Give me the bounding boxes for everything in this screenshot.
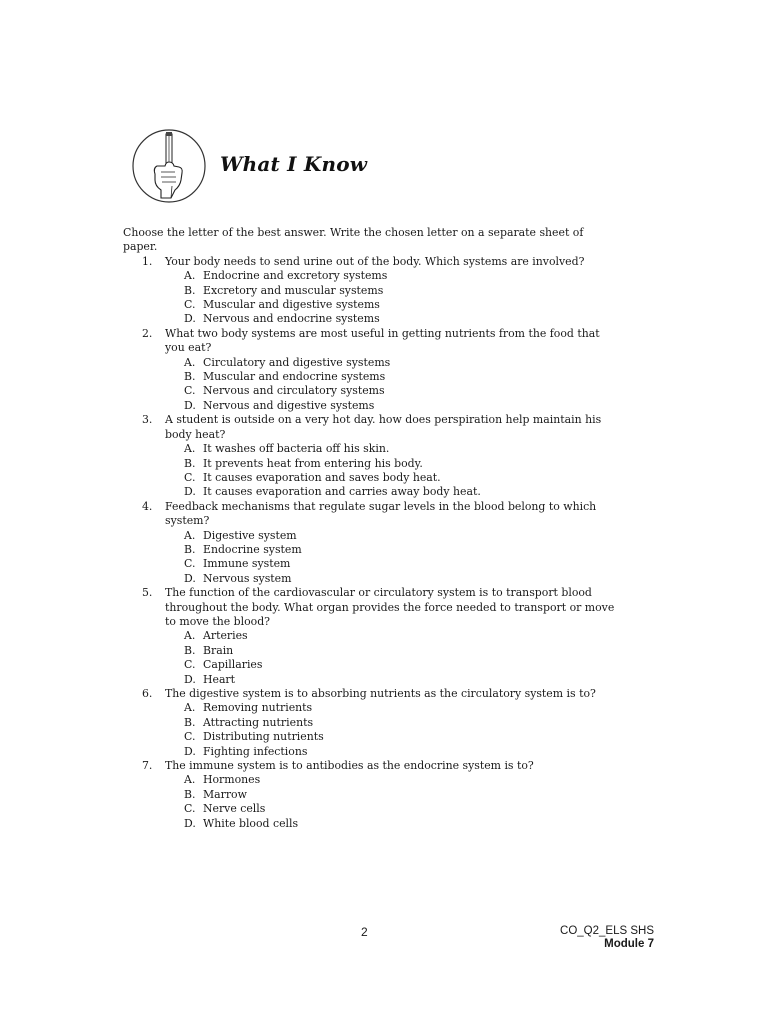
question-number: 3. <box>142 413 153 427</box>
choice-text: Excretory and muscular systems <box>203 283 384 297</box>
choice-letter: B. <box>184 370 196 384</box>
choice-list <box>165 773 617 831</box>
question-item <box>123 687 617 759</box>
answer-choice <box>184 557 617 571</box>
question-number: 2. <box>142 326 153 340</box>
choice-text: Nerve cells <box>203 802 266 816</box>
answer-choice <box>184 442 617 456</box>
choice-list <box>165 356 617 414</box>
choice-letter: A. <box>184 528 196 542</box>
answer-choice <box>184 788 617 802</box>
choice-text: Nervous and circulatory systems <box>203 384 385 398</box>
choice-letter: B. <box>184 715 196 729</box>
answer-choice <box>184 298 617 312</box>
question-number: 4. <box>142 499 153 513</box>
answer-choice <box>184 269 617 283</box>
choice-letter: D. <box>184 312 196 326</box>
choice-text: Muscular and endocrine systems <box>203 370 386 384</box>
answer-choice <box>184 658 617 672</box>
choice-text: Endocrine system <box>203 542 302 556</box>
choice-letter: C. <box>184 658 196 672</box>
choice-text: Circulatory and digestive systems <box>203 355 391 369</box>
choice-text: Marrow <box>203 787 247 801</box>
choice-letter: A. <box>184 629 196 643</box>
choice-letter: A. <box>184 355 196 369</box>
answer-choice <box>184 773 617 787</box>
choice-list <box>165 701 617 759</box>
quiz-content <box>123 226 617 831</box>
choice-letter: D. <box>184 571 196 585</box>
answer-choice <box>184 356 617 370</box>
choice-text: Immune system <box>203 557 291 571</box>
answer-choice <box>184 572 617 586</box>
choice-text: It prevents heat from entering his body. <box>203 456 423 470</box>
choice-list <box>165 442 617 500</box>
choice-text: Removing nutrients <box>203 701 313 715</box>
question-text: Feedback mechanisms that regulate sugar levels in the blood belong to which system? <box>165 499 597 528</box>
answer-choice <box>184 730 617 744</box>
answer-choice <box>184 384 617 398</box>
answer-choice <box>184 529 617 543</box>
answer-choice <box>184 485 617 499</box>
choice-text: Heart <box>203 672 236 686</box>
question-text: The function of the cardiovascular or circulatory system is to transport blood throughout the body. What organ provides the force needed to transport or move to move the blood? <box>165 586 615 628</box>
course-code: CO_Q2_ELS SHS <box>560 925 654 937</box>
footer-module-code <box>560 925 654 951</box>
question-item <box>123 500 617 586</box>
choice-letter: B. <box>184 542 196 556</box>
question-number: 5. <box>142 586 153 600</box>
choice-letter: B. <box>184 643 196 657</box>
question-text: The digestive system is to absorbing nutrients as the circulatory system is to? <box>165 687 596 700</box>
choice-letter: D. <box>184 816 196 830</box>
choice-text: Nervous and endocrine systems <box>203 312 380 326</box>
answer-choice <box>184 701 617 715</box>
choice-text: Capillaries <box>203 658 263 672</box>
section-title: What I Know <box>220 152 368 176</box>
answer-choice <box>184 644 617 658</box>
choice-text: Attracting nutrients <box>203 715 314 729</box>
answer-choice <box>184 370 617 384</box>
answer-choice <box>184 802 617 816</box>
choice-text: White blood cells <box>203 816 299 830</box>
choice-text: Hormones <box>203 773 261 787</box>
question-number: 1. <box>142 254 153 268</box>
question-list <box>123 255 617 831</box>
choice-letter: A. <box>184 701 196 715</box>
question-text: What two body systems are most useful in getting nutrients from the food that you eat? <box>165 326 600 355</box>
choice-text: Nervous and digestive systems <box>203 398 375 412</box>
choice-list <box>165 629 617 687</box>
question-item <box>123 327 617 413</box>
answer-choice <box>184 399 617 413</box>
choice-text: Fighting infections <box>203 744 308 758</box>
answer-choice <box>184 543 617 557</box>
answer-choice <box>184 716 617 730</box>
choice-text: Digestive system <box>203 528 297 542</box>
choice-letter: D. <box>184 672 196 686</box>
choice-letter: C. <box>184 298 196 312</box>
question-item <box>123 413 617 499</box>
choice-text: It causes evaporation and carries away body heat. <box>203 485 481 499</box>
answer-choice <box>184 284 617 298</box>
choice-letter: D. <box>184 744 196 758</box>
answer-choice <box>184 673 617 687</box>
choice-letter: B. <box>184 283 196 297</box>
question-text: Your body needs to send urine out of the body. Which systems are involved? <box>165 254 585 268</box>
pencil-in-hand-icon <box>131 128 207 204</box>
choice-letter: C. <box>184 802 196 816</box>
choice-text: Nervous system <box>203 571 292 585</box>
choice-letter: B. <box>184 787 196 801</box>
choice-text: Endocrine and excretory systems <box>203 269 388 283</box>
choice-list <box>165 269 617 327</box>
question-item <box>123 759 617 831</box>
choice-letter: D. <box>184 398 196 412</box>
instructions-text: Choose the letter of the best answer. Write the chosen letter on a separate sheet of paper. <box>123 226 584 254</box>
question-item <box>123 586 617 687</box>
choice-letter: A. <box>184 269 196 283</box>
answer-choice <box>184 629 617 643</box>
choice-text: Arteries <box>203 629 248 643</box>
choice-text: It washes off bacteria off his skin. <box>203 442 390 456</box>
answer-choice <box>184 745 617 759</box>
module-label: Module 7 <box>604 938 654 950</box>
choice-letter: C. <box>184 470 196 484</box>
choice-letter: C. <box>184 557 196 571</box>
question-text: The immune system is to antibodies as the endocrine system is to? <box>165 759 534 773</box>
question-number: 7. <box>142 759 153 773</box>
choice-letter: C. <box>184 730 196 744</box>
choice-text: Brain <box>203 643 234 657</box>
choice-letter: A. <box>184 773 196 787</box>
page-number: 2 <box>361 925 368 939</box>
question-item <box>123 255 617 327</box>
answer-choice <box>184 457 617 471</box>
choice-letter: A. <box>184 442 196 456</box>
answer-choice <box>184 817 617 831</box>
choice-text: It causes evaporation and saves body heat. <box>203 470 441 484</box>
answer-choice <box>184 471 617 485</box>
choice-letter: B. <box>184 456 196 470</box>
choice-list <box>165 529 617 587</box>
choice-letter: C. <box>184 384 196 398</box>
question-number: 6. <box>142 687 153 700</box>
choice-text: Muscular and digestive systems <box>203 298 380 312</box>
question-text: A student is outside on a very hot day. how does perspiration help maintain his body heat? <box>165 413 602 441</box>
answer-choice <box>184 312 617 326</box>
choice-letter: D. <box>184 485 196 499</box>
choice-text: Distributing nutrients <box>203 730 324 744</box>
section-header <box>131 128 611 208</box>
